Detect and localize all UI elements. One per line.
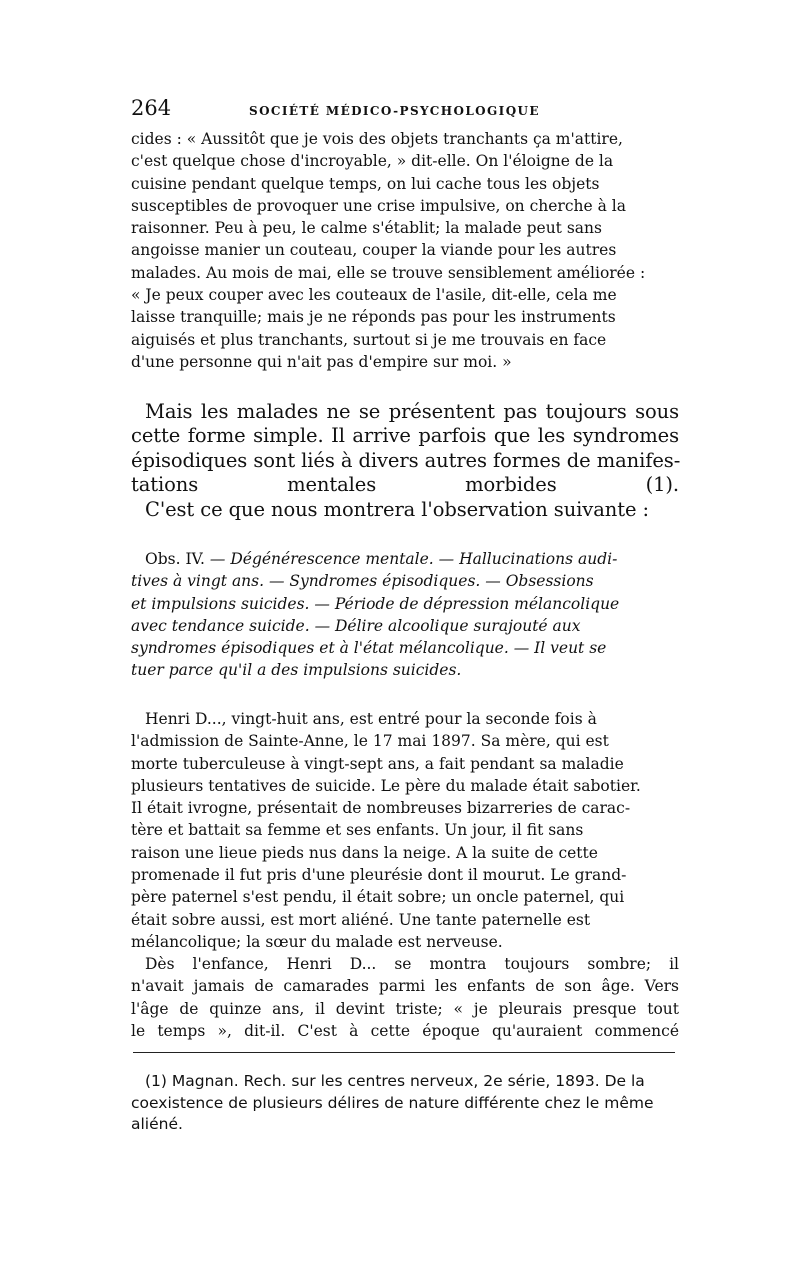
- text-line: promenade il fut pris d'une pleurésie dont il mourut. Le grand-: [131, 866, 627, 885]
- paragraph-knife-obsession: [131, 128, 679, 373]
- text-line: « Je peux couper avec les couteaux de l'asile, dit-elle, cela me: [131, 286, 617, 305]
- text-line: raisonner. Peu à peu, le calme s'établit; la malade peut sans: [131, 219, 602, 238]
- paragraph-observation-intro: [131, 498, 679, 522]
- text-line: Dès l'enfance, Henri D... se montra toujours sombre; il: [145, 955, 679, 973]
- observation-summary: [131, 548, 679, 682]
- text-line: le temps », dit-il. C'est à cette époque qu'auraient commencé: [131, 1021, 679, 1040]
- text-line: c'est quelque chose d'incroyable, » dit-elle. On l'éloigne de la: [131, 152, 614, 171]
- text-line: aiguisés et plus tranchants, surtout si je me trouvais en face: [131, 330, 607, 349]
- text-line: angoisse manier un couteau, couper la viande pour les autres: [131, 241, 617, 260]
- text-line: susceptibles de provoquer une crise impulsive, on cherche à la: [131, 196, 626, 215]
- text-line: et impulsions suicides. — Période de dépression mélancolique: [131, 594, 620, 613]
- text-line: raison une lieue pieds nus dans la neige. A la suite de cette: [131, 843, 598, 862]
- footnote: [131, 1071, 679, 1136]
- text-line: père paternel s'est pendu, il était sobre; un oncle paternel, qui: [131, 888, 625, 907]
- text-line: cides : « Aussitôt que je vois des objets tranchants ça m'attire,: [131, 130, 623, 148]
- observation-label: Obs. IV.: [145, 550, 205, 568]
- page-number: 264: [131, 96, 172, 120]
- text-line: C'est ce que nous montrera l'observation suivante :: [145, 498, 649, 521]
- text-line: syndromes épisodiques et à l'état mélancolique. — Il veut se: [131, 639, 607, 658]
- text-line: laisse tranquille; mais je ne réponds pas pour les instruments: [131, 308, 616, 327]
- text-line: tère et battait sa femme et ses enfants. Un jour, il fit sans: [131, 821, 584, 840]
- text-line: Il était ivrogne, présentait de nombreuses bizarreries de carac-: [131, 799, 631, 818]
- text-line: épisodiques sont liés à divers autres formes de manifes-: [131, 448, 681, 472]
- text-line: n'avait jamais de camarades parmi les enfants de son âge. Vers: [131, 977, 679, 996]
- text-line: l'âge de quinze ans, il devint triste; « je pleurais presque tout: [131, 999, 679, 1018]
- footnote-rule: [133, 1052, 675, 1053]
- text-line: plusieurs tentatives de suicide. Le père du malade était sabotier.: [131, 776, 641, 795]
- text-line: tations mentales morbides (1).: [131, 473, 679, 497]
- text-line: cuisine pendant quelque temps, on lui cache tous les objets: [131, 174, 600, 193]
- text-line: aliéné.: [131, 1115, 183, 1133]
- running-title: SOCIÉTÉ MÉDICO-PSYCHOLOGIQUE: [249, 104, 540, 118]
- text-line: morte tuberculeuse à vingt-sept ans, a fait pendant sa maladie: [131, 754, 624, 773]
- text-line: mélancolique; la sœur du malade est nerveuse.: [131, 932, 503, 951]
- text-line: cette forme simple. Il arrive parfois que les syndromes: [131, 424, 679, 448]
- text-line: tives à vingt ans. — Syndromes épisodiques. — Obsessions: [131, 572, 594, 591]
- text-line: Henri D..., vingt-huit ans, est entré pour la seconde fois à: [145, 710, 597, 728]
- observation-title-text: — Dégénérescence mentale. — Hallucinations audi-: [204, 550, 618, 568]
- text-line: d'une personne qui n'ait pas d'empire sur moi. »: [131, 352, 512, 371]
- text-line: tuer parce qu'il a des impulsions suicides.: [131, 661, 462, 680]
- paragraph-childhood: [131, 953, 679, 1042]
- text-line: [131, 548, 679, 570]
- text-line: malades. Au mois de mai, elle se trouve sensiblement améliorée :: [131, 263, 646, 282]
- text-line: Mais les malades ne se présentent pas toujours sous: [145, 400, 679, 423]
- paragraph-syndromes: [131, 400, 679, 498]
- text-line: coexistence de plusieurs délires de nature différente chez le même: [131, 1093, 654, 1112]
- text-line: était sobre aussi, est mort aliéné. Une tante paternelle est: [131, 910, 591, 929]
- text-line: avec tendance suicide. — Délire alcoolique surajouté aux: [131, 616, 581, 635]
- text-line: (1) Magnan. Rech. sur les centres nerveux, 2e série, 1893. De la: [145, 1072, 645, 1090]
- text-line: l'admission de Sainte-Anne, le 17 mai 1897. Sa mère, qui est: [131, 732, 609, 751]
- paragraph-family-history: [131, 708, 679, 953]
